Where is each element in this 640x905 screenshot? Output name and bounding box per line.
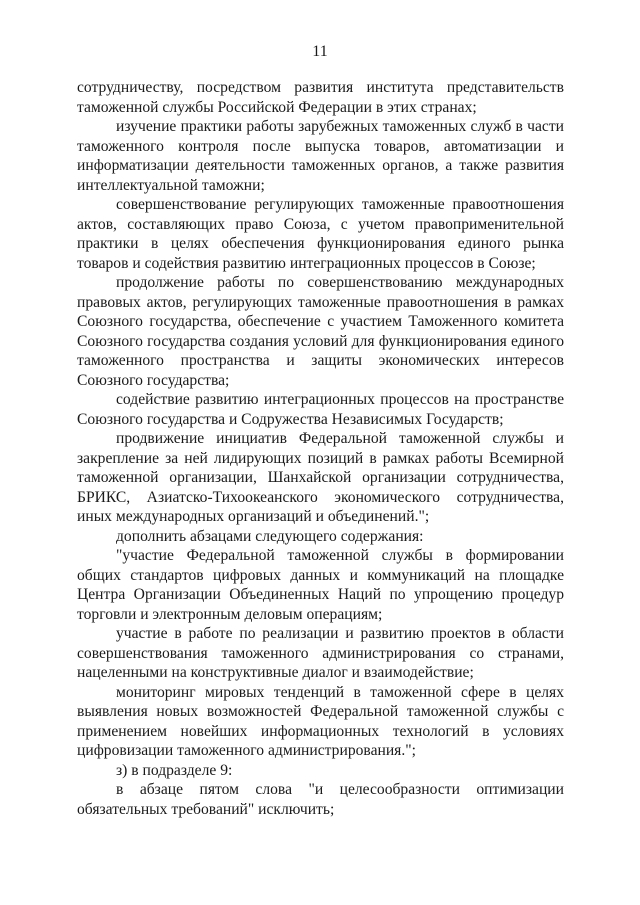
paragraph-fifth-clause-edit: в абзаце пятом слова "и целесообразности оптимизации обязательных требований" исключить; [77,781,564,818]
paragraph-fcs-initiatives: продвижение инициатив Федеральной таможенной службы и закрепление за ней лидирующих позиций в рамках работы Всемирной таможенной организации, Шанхайской организации сотрудничества, БРИКС, Азиатско-Тихоокеанского экономического сотрудничества, иных международных организаций и объединений."; [77,430,564,525]
document-body [77,78,564,819]
paragraph-trend-monitoring: мониторинг мировых тенденций в таможенной сфере в целях выявления новых возможностей Федеральной таможенной службы с применением новейших информационных технологий в условиях цифровизации таможенного администрирования."; [77,683,564,759]
paragraph-union-state-legal-acts: продолжение работы по совершенствованию международных правовых актов, регулирующих таможенные правоотношения в рамках Союзного государства, обеспечение с участием Таможенного комитета Союзного государства создания условий для функционирования единого таможенного пространства и защиты экономических интересов Союзного государства; [77,274,564,389]
paragraph-add-clauses: дополнить абзацами следующего содержания: [116,527,424,545]
page-number: 11 [312,43,328,60]
paragraph-integration-processes: содействие развитию интеграционных процессов на пространстве Союзного государства и Содружества Независимых Государств; [77,391,564,428]
paragraph-union-law-improvement: совершенствование регулирующих таможенные правоотношения актов, составляющих право Союза, с учетом правоприменительной практики в целях обеспечения функционирования единого рынка товаров и содействия развитию интеграционных процессов в Союзе; [77,196,564,272]
paragraph-foreign-customs-study: изучение практики работы зарубежных таможенных служб в части таможенного контроля после выпуска товаров, автоматизации и информатизации деятельности таможенных органов, а также развития интеллектуальной таможни; [77,118,564,194]
paragraph-digital-standards: "участие Федеральной таможенной службы в формировании общих стандартов цифровых данных и коммуникаций на площадке Центра Организации Объединенных Наций по упрощению процедур торговли и электронным деловым операциям; [77,547,564,623]
paragraph-projects-participation: участие в работе по реализации и развитию проектов в области совершенствования таможенного администрирования со странами, нацеленными на конструктивные диалог и взаимодействие; [77,625,564,681]
paragraph-continuation: сотрудничеству, посредством развития института представительств таможенной службы Российской Федерации в этих странах; [77,79,564,116]
paragraph-subsection-9: з) в подразделе 9: [116,761,233,779]
